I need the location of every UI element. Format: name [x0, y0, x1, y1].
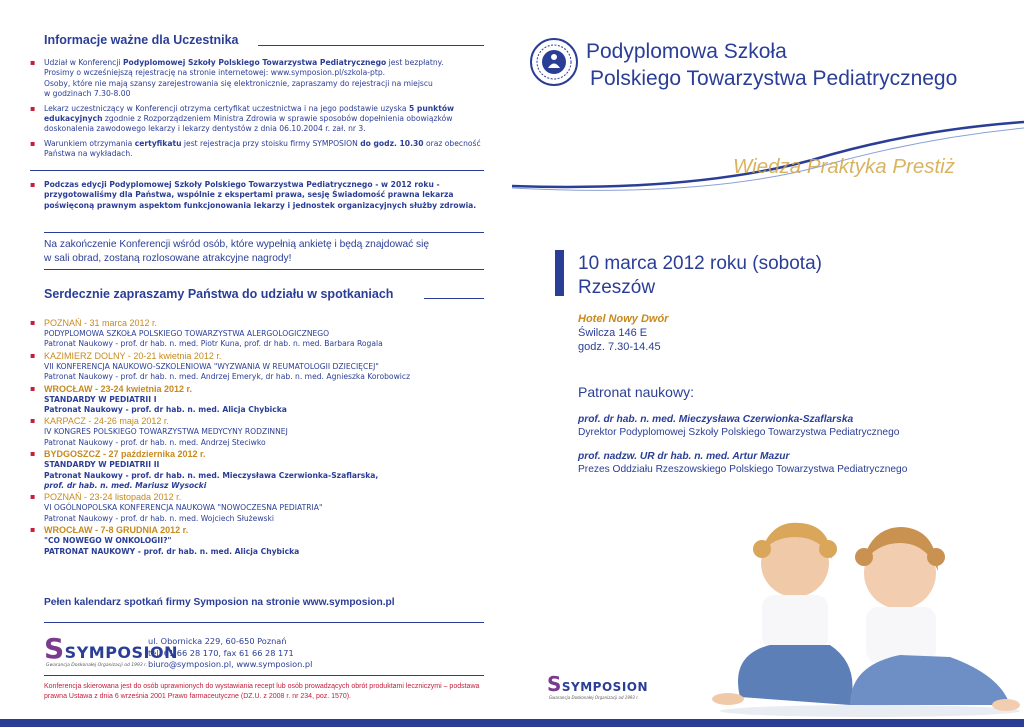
patron-2: [578, 450, 907, 476]
disclaimer: Konferencja skierowana jest do osób uprawnionych do wystawiania recept lub osób prowadzących obrót produktami leczniczymi – podstawa prawna Ustawa z dnia 6 września 2001 Prawo farmaceutyczne (DZ.U. z 2008 r. nr 234, poz. 1570).: [44, 683, 480, 700]
event-patron: Patronat Naukowy - prof. dr hab. n. med. Alicja Chybicka: [44, 405, 287, 415]
divider: [44, 675, 484, 676]
info-item: ▪ Lekarz uczestniczący w Konferencji otrzyma certyfikat uczestnictwa i na jego podstawie uzyska 5 punktów edukacyjnych zgodnie z Rozporządzeniem Ministra Zdrowia w sprawie sposobów dopełnienia obowiązków doskonalenia zawodowego lekarzy i lekarzy dentystów z dnia 06.10.2004 r. zał. nr 3.: [30, 104, 492, 135]
venue-hours: godz. 7.30-14.45: [578, 341, 661, 353]
school-title-line: Podyplomowa Szkoła: [586, 40, 787, 63]
school-title-line: Polskiego Towarzystwa Pediatrycznego: [590, 67, 958, 90]
patronat-heading: Patronat naukowy:: [578, 384, 694, 400]
event-patron: Patronat Naukowy - prof. dr hab. n. med. Andrzej Emeryk, dr hab. n. med. Agnieszka Korobowicz: [44, 372, 411, 382]
events-list: [30, 318, 492, 558]
event-city-date: ▪ BYDGOSZCZ - 27 października 2012 r.: [44, 449, 206, 460]
event-city-date: ▪ KAZIMIERZ DOLNY - 20-21 kwietnia 2012 r.: [44, 350, 222, 361]
heading-rule: [258, 45, 484, 46]
event-patron: Patronat Naukowy - prof. dr hab. n. med. Piotr Kuna, prof. dr hab. n. med. Barbara Rogala: [44, 339, 383, 349]
heading-rule: [424, 298, 484, 299]
patron-role: Dyrektor Podyplomowej Szkoły Polskiego Towarzystwa Pediatrycznego: [578, 427, 900, 438]
school-title: [586, 38, 957, 92]
divider: [44, 269, 484, 270]
event-city-date: ▪ POZNAŃ - 23-24 listopada 2012 r.: [44, 492, 182, 503]
event-title: IV KONGRES POLSKIEGO TOWARZYSTWA MEDYCYNY RODZINNEJ: [44, 427, 288, 437]
event-title: STANDARDY W PEDIATRII I: [44, 394, 157, 404]
symposion-logo-small: [547, 672, 648, 696]
event-city-date: ▪ KARPACZ - 24-26 maja 2012 r.: [44, 416, 169, 427]
info-item: ▪ Udział w Konferencji Podyplomowej Szkoły Polskiego Towarzystwa Pediatrycznego jest bezpłatny. Prosimy o wcześniejszą rejestrację na stronie internetowej: www.symposion.pl/szkola-ptp. Osoby, które nie mają szansy zarejestrowania się elektronicznie, zapraszamy do rejestracji na miejscu w godzinach 7.30-8.00: [30, 58, 492, 100]
event-date: 10 marca 2012 roku (sobota): [578, 253, 822, 274]
event-item: [30, 318, 492, 350]
event-date-block: [578, 252, 822, 300]
event-city-date: ▪ WROCŁAW - 23-24 kwietnia 2012 r.: [44, 383, 193, 394]
event-patron: PATRONAT NAUKOWY - prof. dr hab. n. med. Alicja Chybicka: [44, 546, 300, 556]
patron-role: Prezes Oddziału Rzeszowskiego Polskiego Towarzystwa Pediatrycznego: [578, 464, 908, 475]
event-title: VII KONFERENCJA NAUKOWO-SZKOLENIOWA "WYZWANIA W REUMATOLOGII DZIECIĘCEJ": [44, 361, 379, 371]
event-city-date: ▪ POZNAŃ - 31 marca 2012 r.: [44, 318, 158, 328]
prize-line: w sali obrad, zostaną rozlosowane atrakcyjne nagrody!: [44, 253, 292, 264]
venue-name: Hotel Nowy Dwór: [578, 313, 669, 325]
logo-mark-icon: S: [44, 632, 65, 665]
date-marker: [555, 250, 564, 296]
event-title: VI OGÓLNOPOLSKA KONFERENCJA NAUKOWA "NOWOCZESNA PEDIATRIA": [44, 503, 323, 513]
event-patron: Patronat Naukowy - prof. dr hab. n. med. Andrzej Steciwko: [44, 437, 266, 447]
logo-tagline: Gwarancja Doskonałej Organizacji od 1993 r.: [46, 663, 147, 668]
info-list: [30, 58, 492, 164]
logo-tagline: Gwarancja Doskonałej Organizacji od 1993 r.: [549, 695, 639, 700]
logo-text: SYMPOSION: [561, 680, 649, 694]
contact-block: [148, 636, 312, 671]
event-item: [30, 416, 492, 448]
event-item: [30, 384, 492, 416]
logo-text: SYMPOSION: [64, 643, 178, 662]
patron-name: prof. nadzw. UR dr hab. n. med. Artur Mazur: [578, 451, 790, 462]
patron-1: [578, 413, 899, 439]
venue-address: Świlcza 146 E: [578, 327, 648, 339]
contact-web[interactable]: biuro@symposion.pl, www.symposion.pl: [148, 659, 313, 669]
special-list: [30, 180, 492, 211]
logo-mark-icon: S: [547, 672, 562, 696]
invite-heading: Serdecznie zapraszamy Państwa do udziału w spotkaniach: [44, 287, 394, 301]
patron-name: prof. dr hab. n. med. Mieczysława Czerwionka-Szaflarska: [578, 414, 854, 425]
special-item: ▪ Podczas edycji Podyplomowej Szkoły Polskiego Towarzystwa Pediatrycznego - w 2012 roku - przygotowaliśmy dla Państwa, wspólnie z ekspertami prawa, sesję Świadomość prawna lekarza poświęconą prawnym aspektom funkcjonowania lekarzy i jednostek organizacyjnych służby zdrowia.: [30, 180, 492, 211]
info-item: ▪ Warunkiem otrzymania certyfikatu jest rejestracja przy stoisku firmy SYMPOSION do godz. 10.30 oraz obecność Państwa na wykładach.: [30, 139, 492, 160]
prize-note: [44, 238, 484, 266]
event-item: [30, 525, 492, 557]
venue: [578, 312, 668, 354]
event-item: [30, 351, 492, 383]
info-heading: Informacje ważne dla Uczestnika: [44, 33, 239, 47]
event-item: [30, 449, 492, 491]
event-patron: prof. dr hab. n. med. Mariusz Wysocki: [44, 481, 207, 491]
event-patron: Patronat Naukowy - prof. dr hab. n. med. Wojciech Służewski: [44, 513, 275, 523]
event-city-date: ▪ WROCŁAW - 7-8 GRUDNIA 2012 r.: [44, 525, 189, 536]
motto: Wiedza Praktyka Prestiż: [733, 155, 955, 178]
divider: [44, 232, 484, 233]
divider: [44, 622, 484, 623]
event-title: PODYPLOMOWA SZKOŁA POLSKIEGO TOWARZYSTWA ALERGOLOGICZNEGO: [44, 329, 330, 338]
prize-line: Na zakończenie Konferencji wśród osób, które wypełnią ankietę i będą znajdować się: [44, 239, 430, 250]
divider: [30, 170, 484, 171]
event-title: STANDARDY W PEDIATRII II: [44, 460, 160, 470]
event-item: [30, 492, 492, 524]
children-photo: [700, 515, 1024, 719]
event-patron: Patronat Naukowy - prof. dr hab. n. med. Mieczysława Czerwionka-Szaflarska,: [44, 470, 379, 480]
pediatric-society-emblem-icon: [529, 37, 579, 87]
contact-phone: tel. 61 66 28 170, fax 61 66 28 171: [148, 647, 294, 658]
calendar-link[interactable]: Pełen kalendarz spotkań firmy Symposion na stronie www.symposion.pl: [44, 597, 395, 608]
footer-bar: [0, 719, 1024, 727]
contact-address: ul. Obornicka 229, 60-650 Poznań: [148, 636, 287, 646]
event-title: "CO NOWEGO W ONKOLOGII?": [44, 536, 172, 546]
event-city: Rzeszów: [578, 277, 656, 298]
